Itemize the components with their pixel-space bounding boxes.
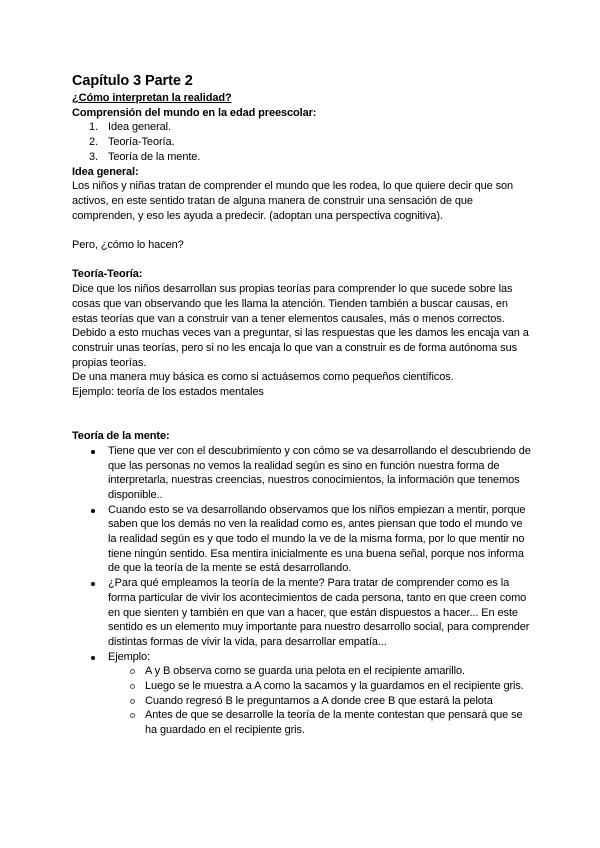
list-item — [72, 576, 532, 650]
list-text: Idea general. — [108, 121, 171, 134]
list-text: ¿Para qué empleamos la teoría de la mente? Para tratar de comprender como es la forma particular de vivir los acontecimientos de cada persona, tanto en que creen como en que sienten y también en que van a hacer, que están dispuestos a hacer... En este sentido es un elemento muy importante para nuestro desarrollo social, para comprender distintas formas de vivir la vida, para desarrollar empatía... — [108, 577, 530, 648]
list-text: Ejemplo: — [108, 650, 150, 663]
list-text: Luego se le muestra a A como la sacamos y la guardamos en el recipiente gris. — [145, 680, 524, 693]
list-item — [72, 650, 532, 738]
sub-list-item — [108, 664, 532, 679]
list-item — [72, 150, 532, 165]
list-item — [72, 135, 532, 150]
list-text: Antes de que se desarrolle la teoría de la mente contestan que pensará que se ha guardado en el recipiente gris. — [145, 709, 523, 737]
idea-general-paragraph: Los niños y niñas tratan de comprender el mundo que les rodea, lo que quiere decir que son activos, en este sentido tratan de alguna manera de construir una sensación de que comprenden, y eso les ayuda a predecir. (adoptan una perspectiva cognitiva). — [72, 180, 514, 222]
overview-heading: Comprensión del mundo en la edad preescolar: — [72, 106, 317, 119]
circle-bullet-icon — [130, 669, 135, 674]
teoria-mente-list — [72, 444, 532, 738]
bullet-icon — [91, 509, 95, 513]
example-list — [108, 664, 532, 738]
idea-general-question: Pero, ¿cómo lo hacen? — [72, 239, 184, 252]
circle-bullet-icon — [130, 684, 135, 689]
list-text: Tiene que ver con el descubrimiento y con cómo se va desarrollando el descubriendo de que las personas no vemos la realidad según es sino en función nuestra forma de interpretarla, nuestras creencias, nuestros conocimientos, la información que tenemos disponible.. — [108, 444, 531, 501]
document-page — [72, 73, 532, 738]
subtitle: ¿Cómo interpretan la realidad? — [72, 92, 232, 104]
bullet-icon — [91, 450, 95, 454]
circle-bullet-icon — [130, 713, 135, 718]
list-item — [72, 444, 532, 503]
list-text: Teoría de la mente. — [108, 150, 201, 163]
teoria-teoria-heading: Teoría-Teoría: — [72, 268, 143, 281]
list-text: Cuando esto se va desarrollando observamos que los niños empiezan a mentir, porque saben que los demás no ven la realidad como es, antes piensan que todo el mundo ve la realidad según es y que todo el mundo la ve de la misma forma, por lo que mentir no tiene ningún sentido. Esa mentira inicialmente es una buena señal, porque nos informa de que la teoría de la mente se está desarrollando. — [108, 503, 526, 575]
bullet-icon — [91, 582, 95, 586]
list-number: 1. — [89, 121, 98, 134]
list-item — [72, 503, 532, 577]
teoria-teoria-line: De una manera muy básica es como si actuásemos como pequeños científicos. — [72, 371, 454, 384]
sub-list-item — [108, 708, 532, 737]
sub-list-item — [108, 694, 532, 709]
sub-list-item — [108, 679, 532, 694]
idea-general-heading: Idea general: — [72, 165, 139, 178]
list-text: Teoría-Teoría. — [108, 136, 175, 149]
list-text: A y B observa como se guarda una pelota en el recipiente amarillo. — [145, 665, 465, 678]
bullet-icon — [91, 656, 95, 660]
list-number: 2. — [89, 136, 98, 149]
teoria-mente-heading: Teoría de la mente: — [72, 430, 170, 443]
circle-bullet-icon — [130, 699, 135, 704]
document-title: Capítulo 3 Parte 2 — [72, 73, 193, 89]
overview-list — [72, 120, 532, 164]
teoria-teoria-example: Ejemplo: teoría de los estados mentales — [72, 386, 264, 399]
teoria-teoria-paragraph: Dice que los niños desarrollan sus propias teorías para comprender lo que sucede sobre las cosas que van observando que les llama la atención. Tienden también a buscar causas, en estas teorías que van a construir van a tener elementos causales, más o menos correctos. Debido a esto muchas veces van a preguntar, si las respuestas que les damos les encaja van a construir unas teorías, pero si no les encaja lo que van a construir es de forma autónoma sus propias teorías. — [72, 283, 529, 369]
list-text: Cuando regresó B le preguntamos a A donde cree B que estará la pelota — [145, 694, 493, 707]
list-number: 3. — [89, 150, 98, 163]
list-item — [72, 120, 532, 135]
